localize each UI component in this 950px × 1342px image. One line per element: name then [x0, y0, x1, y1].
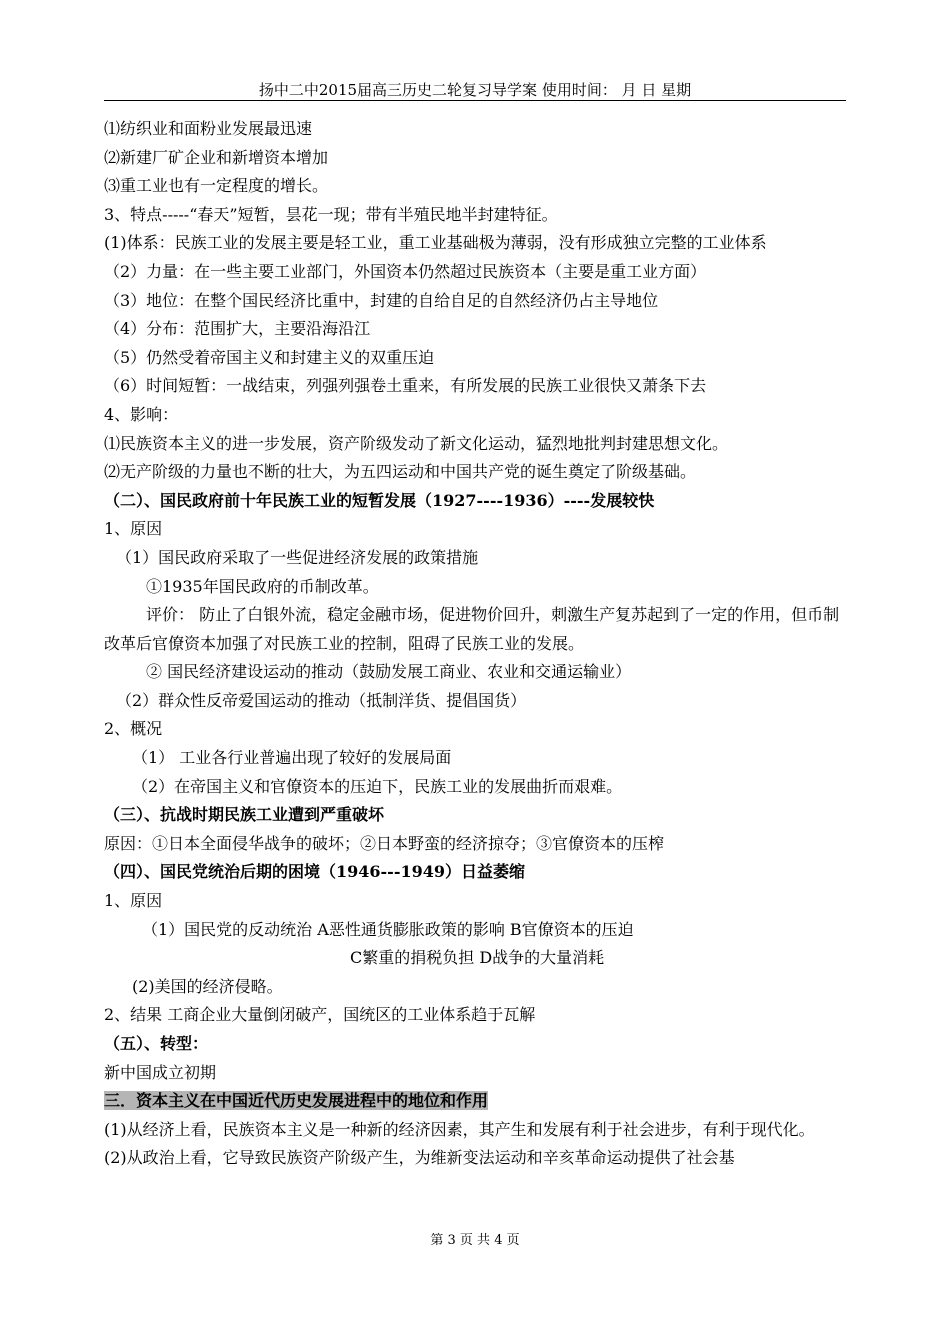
text-line: （2）群众性反帝爱国运动的推动（抵制洋货、提倡国货）	[116, 690, 527, 710]
text-line: （1）国民党的反动统治 A恶性通货膨胀政策的影响 B官僚资本的压迫	[142, 919, 634, 939]
text-line: (2)美国的经济侵略。	[132, 976, 283, 996]
text-line: ⑴民族资本主义的进一步发展，资产阶级发动了新文化运动，猛烈地批判封建思想文化。	[104, 433, 729, 453]
text-line: (1)体系：民族工业的发展主要是轻工业，重工业基础极为薄弱，没有形成独立完整的工业体系	[104, 233, 767, 253]
section-heading	[104, 1087, 848, 1116]
text-line: ①1935年国民政府的币制改革。	[146, 576, 379, 596]
section-heading: （四）、国民党统治后期的困境（1946---1949）日益萎缩	[104, 862, 525, 882]
text-line: 4、影响：	[104, 404, 179, 424]
text-line: 原因：①日本全面侵华战争的破坏；②日本野蛮的经济掠夺；③官僚资本的压榨	[104, 833, 665, 853]
text-line: （2）力量：在一些主要工业部门，外国资本仍然超过民族资本（主要是重工业方面）	[104, 261, 707, 281]
document-body	[104, 115, 848, 1173]
text-line: (2)从政治上看，它导致民族资产阶级产生，为维新变法运动和辛亥革命运动提供了社会基	[104, 1148, 735, 1168]
text-line: （1） 工业各行业普遍出现了较好的发展局面	[132, 748, 452, 768]
text-line: ② 国民经济建设运动的推动（鼓励发展工商业、农业和交通运输业）	[146, 662, 632, 682]
text-line: C繁重的捐税负担 D战争的大量消耗	[350, 948, 605, 968]
text-line: （3）地位：在整个国民经济比重中，封建的自给自足的自然经济仍占主导地位	[104, 290, 659, 310]
text-line: 1、原因	[104, 519, 163, 539]
text-line: （6）时间短暂：一战结束，列强列强卷土重来，有所发展的民族工业很快又萧条下去	[104, 376, 707, 396]
section-heading: （五）、转型：	[104, 1034, 209, 1053]
text-line: 1、原因	[104, 891, 163, 911]
text-line: ⑵新建厂矿企业和新增资本增加	[104, 147, 329, 167]
highlighted-heading: 三．资本主义在中国近代历史发展进程中的地位和作用	[104, 1091, 489, 1111]
page-header: 扬中二中2015届高三历史二轮复习导学案 使用时间： 月 日 星期	[104, 80, 846, 101]
text-line: （2）在帝国主义和官僚资本的压迫下，民族工业的发展曲折而艰难。	[132, 776, 623, 796]
text-line: ⑶重工业也有一定程度的增长。	[104, 176, 329, 196]
section-heading: （二）、国民政府前十年民族工业的短暂发展（1927----1936）----发展较快	[104, 490, 655, 510]
text-line: （1）国民政府采取了一些促进经济发展的政策措施	[116, 547, 479, 567]
text-line: ⑴纺织业和面粉业发展最迅速	[104, 119, 313, 138]
text-line: ⑵无产阶级的力量也不断的壮大，为五四运动和中国共产党的诞生奠定了阶级基础。	[104, 462, 697, 482]
text-line: 新中国成立初期	[104, 1062, 217, 1082]
page-footer: 第 3 页 共 4 页	[430, 1233, 520, 1248]
text-line: 2、概况	[104, 719, 163, 739]
text-line: 评价： 防止了白银外流，稳定金融市场，促进物价回升，刺激生产复苏起到了一定的作用，但币制改革后官僚资本加强了对民族工业的控制，阻碍了民族工业的发展。	[104, 605, 840, 653]
text-line: (1)从经济上看，民族资本主义是一种新的经济因素，其产生和发展有利于社会进步，有利于现代化。	[104, 1119, 815, 1139]
text-line: （4）分布：范围扩大，主要沿海沿江	[104, 319, 371, 339]
text-line: （5）仍然受着帝国主义和封建主义的双重压迫	[104, 347, 435, 367]
text-line: 3、特点-----“春天”短暂，昙花一现；带有半殖民地半封建特征。	[104, 204, 558, 224]
section-heading: （三）、抗战时期民族工业遭到严重破坏	[104, 805, 385, 825]
text-line: 2、结果 工商企业大量倒闭破产，国统区的工业体系趋于瓦解	[104, 1005, 536, 1025]
